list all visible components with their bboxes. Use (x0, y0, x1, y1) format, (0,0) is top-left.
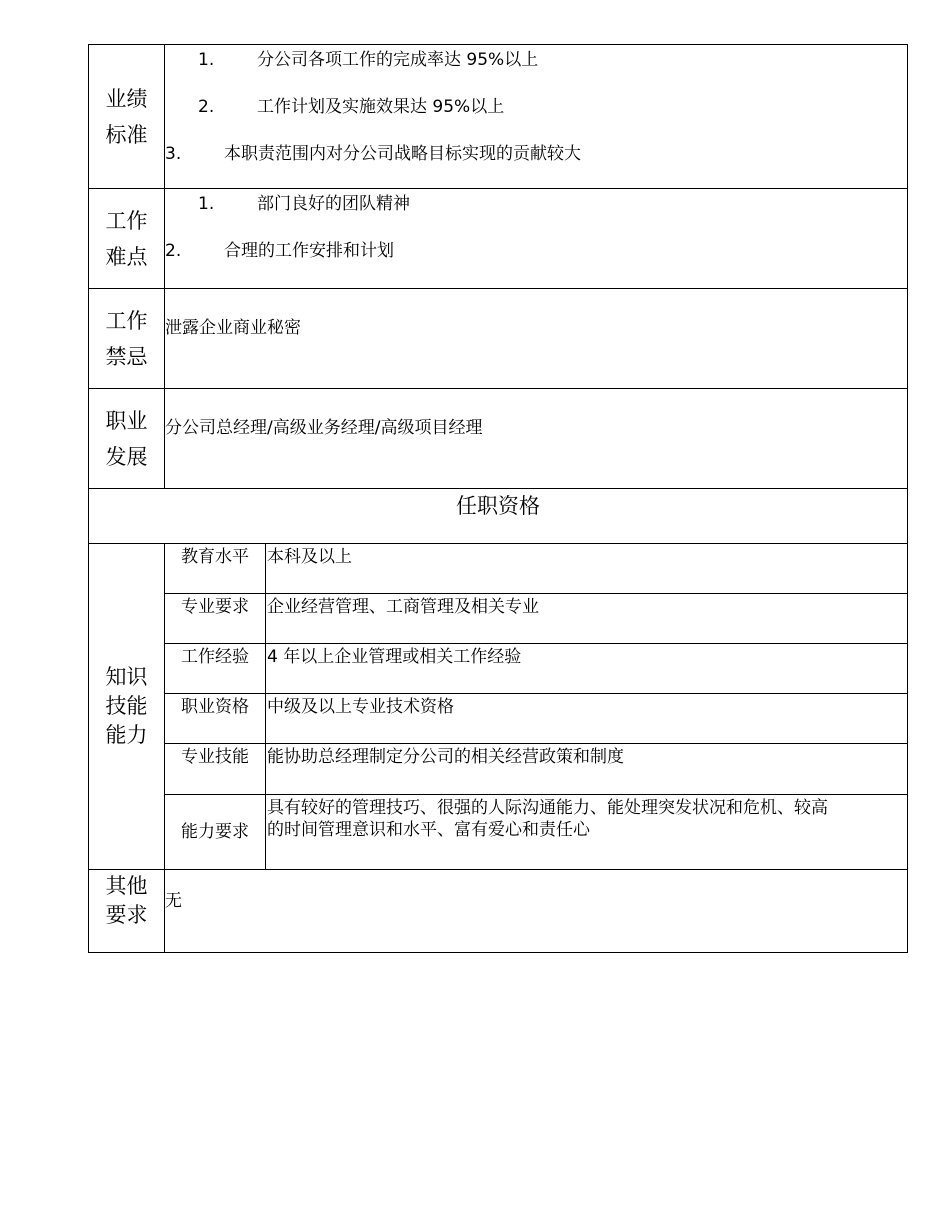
knowledge-skills-label (89, 544, 165, 870)
qualification-row (89, 544, 908, 594)
performance-standards-label (89, 45, 165, 189)
other-requirements-content (165, 870, 908, 953)
list-number: 2. (198, 97, 215, 117)
list-item (198, 96, 504, 118)
list-number: 1. (198, 50, 215, 70)
qualification-row (89, 594, 908, 644)
job-description-table (88, 44, 908, 953)
education-label: 教育水平 (165, 544, 266, 594)
experience-label: 工作经验 (165, 644, 266, 694)
label-line: 要求 (105, 903, 148, 927)
label-line: 职业 (105, 408, 148, 433)
work-taboos-row (89, 289, 908, 389)
qualification-row (89, 795, 908, 870)
label-line: 发展 (105, 444, 148, 469)
ability-requirements-label: 能力要求 (165, 795, 266, 870)
list-text: 工作计划及实施效果达 95%以上 (257, 97, 505, 117)
list-number: 2. (165, 241, 182, 261)
other-requirements-row (89, 870, 908, 953)
major-label: 专业要求 (165, 594, 266, 644)
list-number: 3. (165, 144, 182, 164)
label-line: 禁忌 (105, 344, 148, 369)
list-text: 合理的工作安排和计划 (224, 241, 394, 261)
performance-standards-content (165, 45, 908, 189)
label-line: 标准 (105, 122, 148, 147)
label-line: 工作 (105, 208, 148, 233)
professional-skills-label: 专业技能 (165, 744, 266, 795)
other-requirements-label (89, 870, 165, 953)
work-taboos-label (89, 289, 165, 389)
label-line: 难点 (105, 244, 148, 269)
label-line: 能力 (105, 723, 148, 747)
work-difficulties-row (89, 189, 908, 289)
performance-standards-row (89, 45, 908, 189)
career-development-row (89, 389, 908, 489)
list-number: 1. (198, 194, 215, 214)
career-development-content (165, 389, 908, 489)
experience-value: 4 年以上企业管理或相关工作经验 (266, 644, 908, 694)
qualifications-header-row (89, 489, 908, 544)
career-development-label (89, 389, 165, 489)
major-value: 企业经营管理、工商管理及相关专业 (266, 594, 908, 644)
certification-label: 职业资格 (165, 694, 266, 744)
certification-value: 中级及以上专业技术资格 (266, 694, 908, 744)
list-item (198, 193, 410, 215)
qualifications-header: 任职资格 (89, 489, 908, 544)
label-line: 业绩 (105, 86, 148, 111)
label-line: 其他 (105, 874, 148, 898)
ability-text-line: 的时间管理意识和水平、富有爱心和责任心 (267, 820, 590, 840)
list-text: 部门良好的团队精神 (257, 194, 410, 214)
list-text: 本职责范围内对分公司战略目标实现的贡献较大 (224, 144, 581, 164)
label-line: 工作 (105, 308, 148, 333)
label-line: 知识 (105, 665, 148, 689)
work-taboos-content (165, 289, 908, 389)
ability-text-line: 具有较好的管理技巧、很强的人际沟通能力、能处理突发状况和危机、较高 (267, 798, 828, 818)
qualification-row (89, 694, 908, 744)
career-path-text: 分公司总经理/高级业务经理/高级项目经理 (165, 418, 483, 438)
professional-skills-value: 能协助总经理制定分公司的相关经营政策和制度 (266, 744, 908, 795)
ability-requirements-value (266, 795, 908, 870)
list-item (165, 143, 581, 165)
work-difficulties-label (89, 189, 165, 289)
work-difficulties-content (165, 189, 908, 289)
list-item (198, 49, 538, 71)
label-line: 技能 (105, 694, 148, 718)
qualification-row (89, 744, 908, 795)
taboo-text: 泄露企业商业秘密 (165, 318, 301, 338)
list-text: 分公司各项工作的完成率达 95%以上 (257, 50, 539, 70)
list-item (165, 240, 394, 262)
other-requirements-text: 无 (165, 891, 182, 911)
education-value: 本科及以上 (266, 544, 908, 594)
qualification-row (89, 644, 908, 694)
